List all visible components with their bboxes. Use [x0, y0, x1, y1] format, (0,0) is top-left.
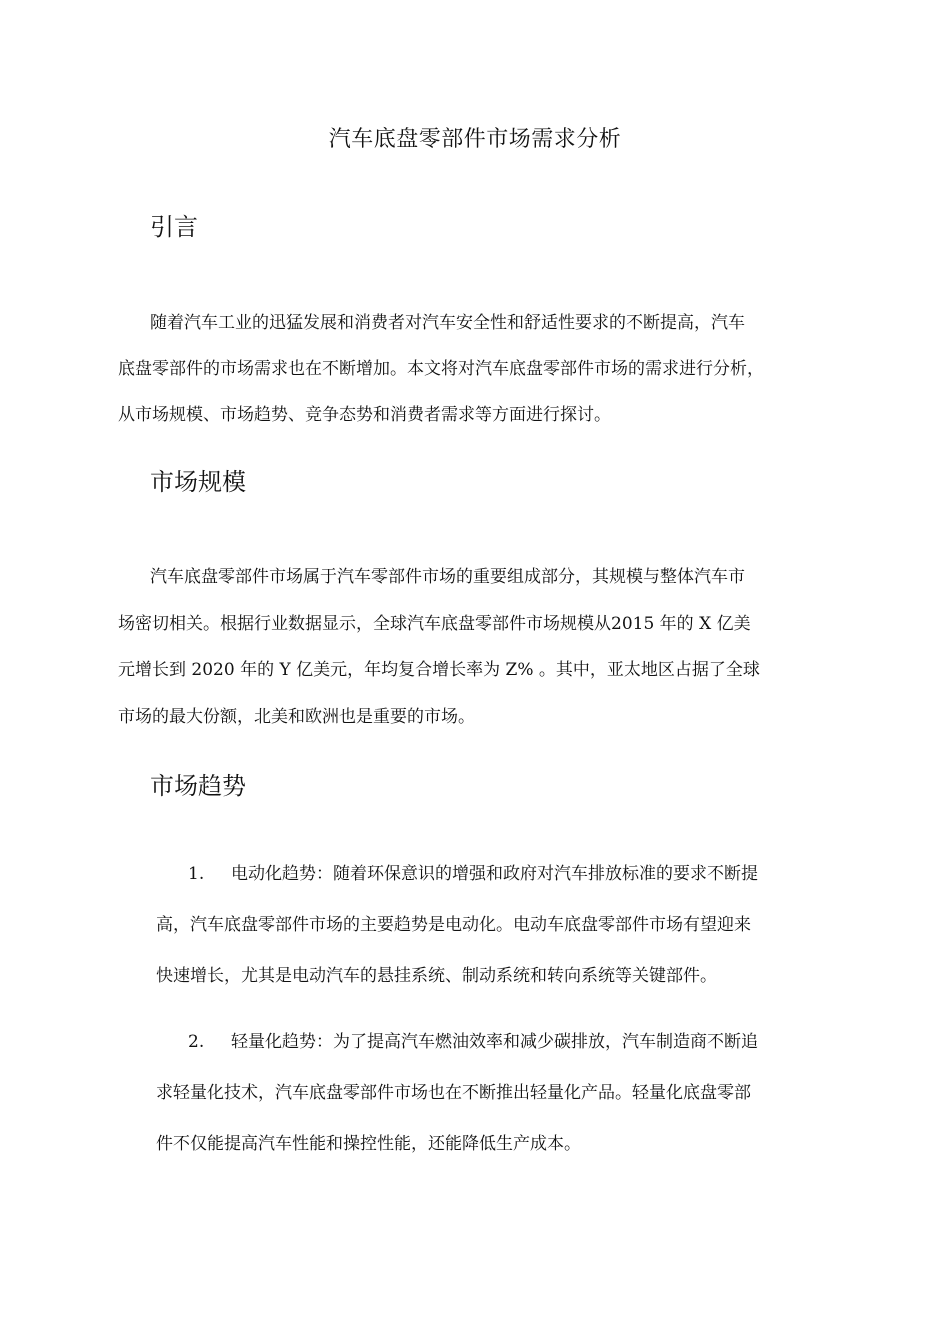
paragraph-line: 底盘零部件的市场需求也在不断增加。本文将对汽车底盘零部件市场的需求进行分析， — [118, 359, 764, 379]
paragraph-line: 市场的最大份额，北美和欧洲也是重要的市场。 — [118, 706, 475, 727]
list-item-line: 高，汽车底盘零部件市场的主要趋势是电动化。电动车底盘零部件市场有望迎来 — [156, 915, 751, 935]
list-item-number: 2. — [188, 1032, 205, 1052]
list-item-line: 件不仅能提高汽车性能和操控性能，还能降低生产成本。 — [156, 1134, 581, 1154]
document-title: 汽车底盘零部件市场需求分析 — [328, 127, 622, 152]
section-heading-intro: 引言 — [150, 213, 198, 241]
paragraph-line: 汽车底盘零部件市场属于汽车零部件市场的重要组成部分，其规模与整体汽车市 — [150, 567, 745, 587]
list-item — [118, 849, 838, 1002]
market-size-paragraph — [118, 554, 838, 740]
list-item-line: 轻量化趋势：为了提高汽车燃油效率和减少碳排放，汽车制造商不断追 — [231, 1032, 758, 1052]
intro-paragraph — [118, 300, 838, 438]
paragraph-line: 元增长到 2020 年的 Y 亿美元，年均复合增长率为 Z% 。其中，亚太地区占据了全球 — [118, 660, 760, 680]
paragraph-line: 随着汽车工业的迅猛发展和消费者对汽车安全性和舒适性要求的不断提高，汽车 — [150, 313, 745, 333]
paragraph-line: 场密切相关。根据行业数据显示，全球汽车底盘零部件市场规模从2015 年的 X 亿美 — [118, 613, 751, 634]
list-item — [118, 1017, 838, 1170]
list-item-number: 1. — [188, 864, 205, 884]
list-item-line: 快速增长，尤其是电动汽车的悬挂系统、制动系统和转向系统等关键部件。 — [156, 966, 717, 986]
section-heading-market-trend: 市场趋势 — [150, 772, 246, 800]
paragraph-line: 从市场规模、市场趋势、竞争态势和消费者需求等方面进行探讨。 — [118, 405, 611, 425]
section-heading-market-size: 市场规模 — [150, 468, 246, 496]
list-item-line: 电动化趋势：随着环保意识的增强和政府对汽车排放标准的要求不断提 — [231, 864, 758, 884]
list-item-line: 求轻量化技术，汽车底盘零部件市场也在不断推出轻量化产品。轻量化底盘零部 — [156, 1083, 751, 1103]
